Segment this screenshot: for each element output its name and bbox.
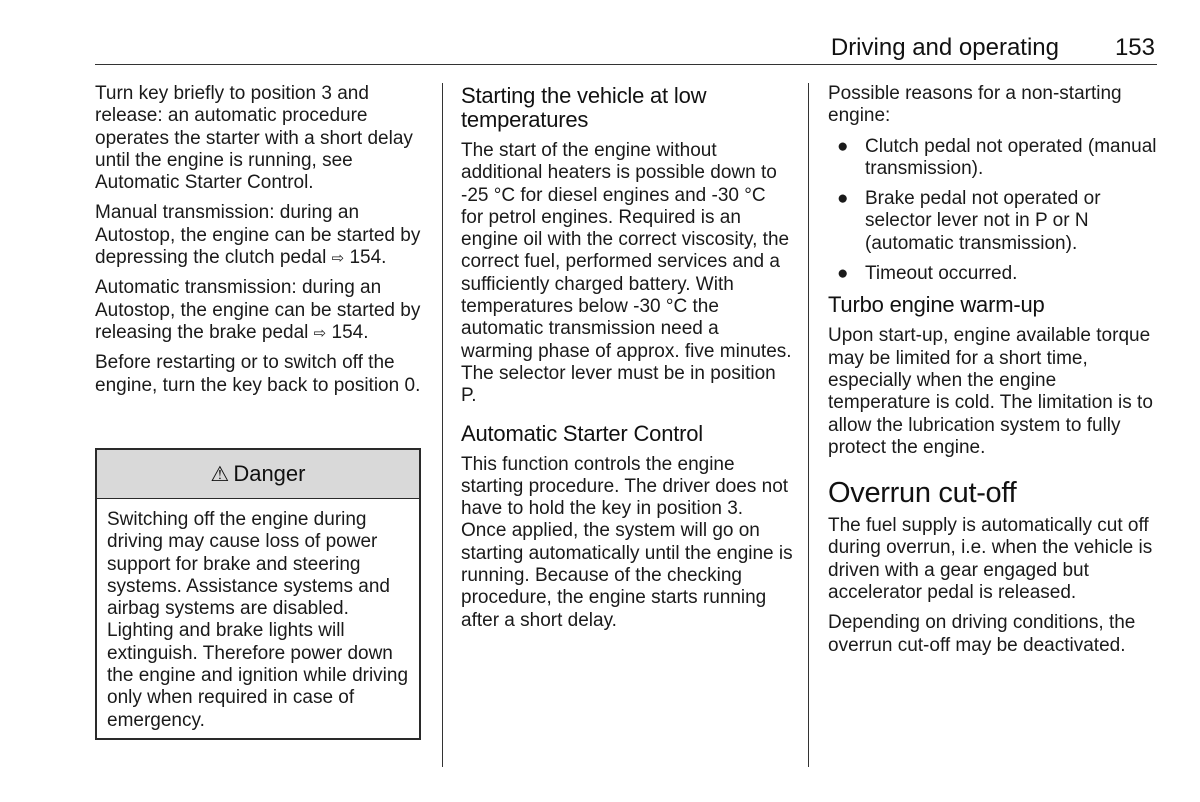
paragraph-low-temperatures: The start of the engine without additional heaters is possible down to -25 °C for diesel engines and -30 °C for petrol engines. Required is an engine oil with the correct viscosity, the correct fuel, performed services and a sufficiently charged battery. With temperatures below -30 °C the automatic transmission need a warming phase of approx. five minutes. The selector lever must be in position P. (461, 140, 792, 407)
paragraph-restart: Before restarting or to switch off the engine, turn the key back to position 0. (95, 352, 421, 396)
heading-turbo-warm-up: Turbo engine warm-up (828, 292, 1045, 318)
danger-title: Danger (233, 461, 306, 486)
column-middle (461, 83, 793, 640)
page-header (95, 30, 1157, 65)
column-left (95, 83, 429, 405)
list-item: ● Timeout occurred. (837, 263, 1018, 285)
reasons-list (828, 136, 1160, 286)
position-3: 3 (727, 498, 738, 520)
heading-low-temperatures: Starting the vehicle at low temperatures (461, 83, 707, 132)
section-title: Driving and operating (830, 34, 1059, 61)
paragraph-automatic-transmission: Automatic transmission: during an Autostop, the engine can be started by releasing the brake pedal ⇨ 154. (95, 277, 421, 343)
warning-triangle-icon: ⚠ (210, 462, 230, 486)
column-divider-1 (442, 83, 443, 767)
page-reference-icon: ⇨ (331, 249, 345, 268)
position-3: 3 (321, 83, 332, 104)
page-reference-link[interactable]: 154. (349, 247, 387, 269)
page-reference-icon: ⇨ (313, 323, 327, 342)
paragraph-turbo-warm-up: Upon start-up, engine available torque may be limited for a short time, especially when the engine temperature is cold. The limitation is to allow the lubrication system to fully protect the engine. (828, 325, 1153, 458)
page-reference-link[interactable]: 154. (331, 321, 369, 343)
bullet-icon: ● (837, 188, 849, 210)
bullet-icon: ● (837, 135, 849, 157)
paragraph-non-starting-intro: Possible reasons for a non-starting engine: (828, 83, 1122, 127)
danger-text: Switching off the engine during driving may cause loss of power support for brake and steering systems. Assistance systems and airbag systems are disabled. Lighting and brake lights will extinguish. Therefore power down the engine and ignition while driving only when required in case of emergency. (107, 509, 409, 731)
danger-warning-box (95, 448, 421, 740)
heading-overrun-cut-off: Overrun cut-off (828, 477, 1017, 510)
list-item: ● Clutch pedal not operated (manual transmission). (837, 135, 1157, 179)
position-0: 0 (404, 374, 416, 396)
column-right (828, 83, 1160, 665)
column-divider-2 (808, 83, 809, 767)
bullet-icon: ● (837, 263, 849, 285)
paragraph-overrun-cut-off: The fuel supply is automatically cut off during overrun, i.e. when the vehicle is driven with a gear engaged but accelerator pedal is released. (828, 515, 1153, 604)
list-item: ● Brake pedal not operated or selector lever not in P or N (automatic transmission). (837, 188, 1101, 254)
paragraph-overrun-deactivated: Depending on driving conditions, the overrun cut-off may be deactivated. (828, 612, 1136, 656)
position-p: P (461, 385, 472, 407)
heading-automatic-starter-control: Automatic Starter Control (461, 420, 703, 446)
page-number: 153 (1114, 34, 1155, 61)
paragraph-turn-key: Turn key briefly to position 3 and release: an automatic procedure operates the starter with a short delay until the engine is running, see Automatic Starter Control. (95, 83, 413, 194)
paragraph-automatic-starter-control: This function controls the engine starting procedure. The driver does not have to hold the key in position 3. Once applied, the system will go on starting automatically until the engine is running. Because of the checking procedure, the engine starts running after a short delay. (461, 453, 793, 631)
paragraph-manual-transmission: Manual transmission: during an Autostop, the engine can be started by depressing the clutch pedal ⇨ 154. (95, 202, 421, 269)
danger-header (97, 450, 419, 499)
